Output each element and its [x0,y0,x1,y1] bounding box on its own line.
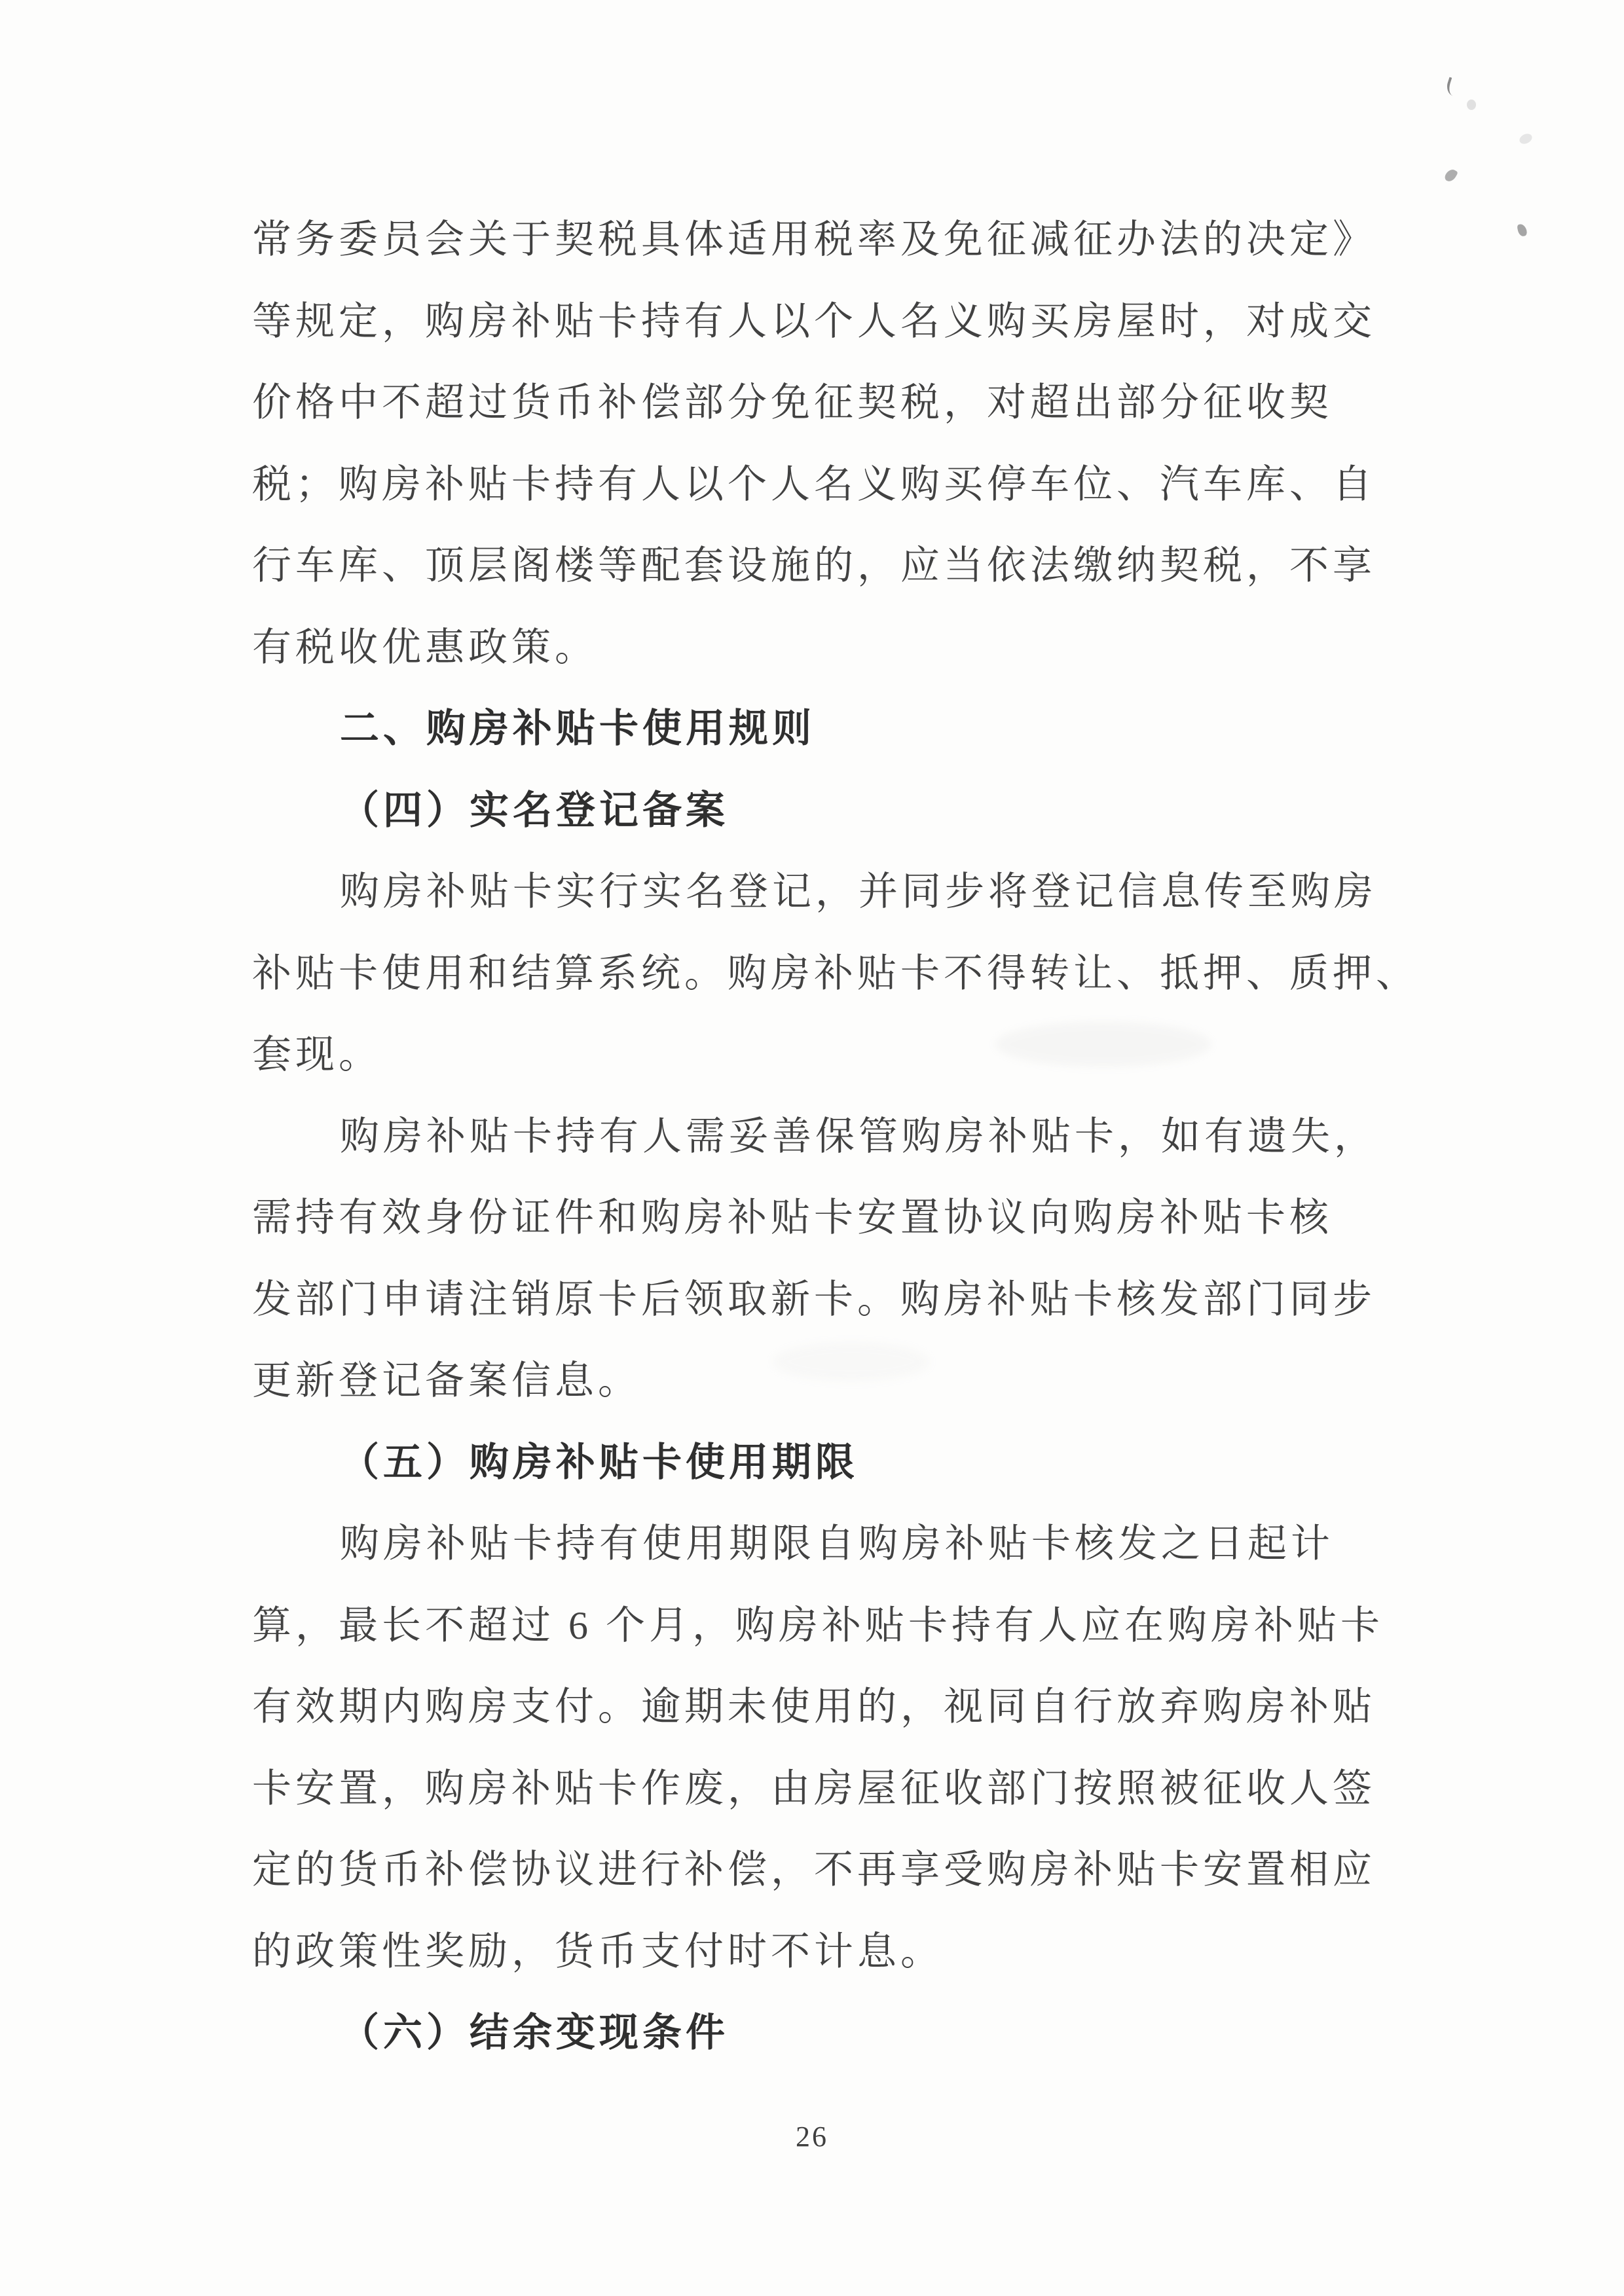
body-line: 算，最长不超过 6 个月，购房补贴卡持有人应在购房补贴卡 [252,1603,1384,1647]
scan-speck [1518,132,1534,145]
body-line: 套现。 [252,1033,382,1076]
body-line: 补贴卡使用和结算系统。购房补贴卡不得转让、抵押、质押、 [252,951,1419,995]
scan-speck [1467,100,1476,110]
body-line: 需持有效身份证件和购房补贴卡安置协议向购房补贴卡核 [252,1196,1333,1239]
subsection-heading-4: （四）实名登记备案 [340,788,729,832]
scan-speck [1517,223,1528,237]
body-line: 的政策性奖励，货币支付时不计息。 [252,1929,944,1973]
body-line: 更新登记备案信息。 [252,1359,641,1402]
body-line: 购房补贴卡实行实名登记，并同步将登记信息传至购房 [340,870,1377,913]
page-number: 26 [796,2121,828,2153]
body-line: 购房补贴卡持有使用期限自购房补贴卡核发之日起计 [340,1522,1334,1565]
body-line: 有效期内购房支付。逾期未使用的，视同自行放弃购房补贴 [252,1685,1376,1728]
body-line: 税；购房补贴卡持有人以个人名义购买停车位、汽车库、自 [252,462,1376,506]
body-line: 定的货币补偿协议进行补偿，不再享受购房补贴卡安置相应 [252,1848,1376,1891]
scan-speck [1443,168,1458,184]
body-line: 等规定，购房补贴卡持有人以个人名义购买房屋时，对成交 [252,299,1376,343]
body-line: 卡安置，购房补贴卡作废，由房屋征收部门按照被征收人签 [252,1766,1376,1810]
subsection-heading-5: （五）购房补贴卡使用期限 [340,1440,858,1484]
body-line: 发部门申请注销原卡后领取新卡。购房补贴卡核发部门同步 [252,1277,1376,1321]
document-text-block [252,199,1419,2074]
section-heading-2: 二、购房补贴卡使用规则 [340,707,815,750]
body-line: 购房补贴卡持有人需妥善保管购房补贴卡，如有遗失， [340,1114,1377,1158]
scan-speck [1444,77,1462,98]
subsection-heading-6: （六）结余变现条件 [340,2011,729,2054]
body-line: 行车库、顶层阁楼等配套设施的，应当依法缴纳契税，不享 [252,544,1376,587]
body-line: 价格中不超过货币补偿部分免征契税，对超出部分征收契 [252,381,1333,424]
body-line: 常务委员会关于契税具体适用税率及免征减征办法的决定》 [252,218,1376,261]
body-line: 有税收优惠政策。 [252,625,598,669]
